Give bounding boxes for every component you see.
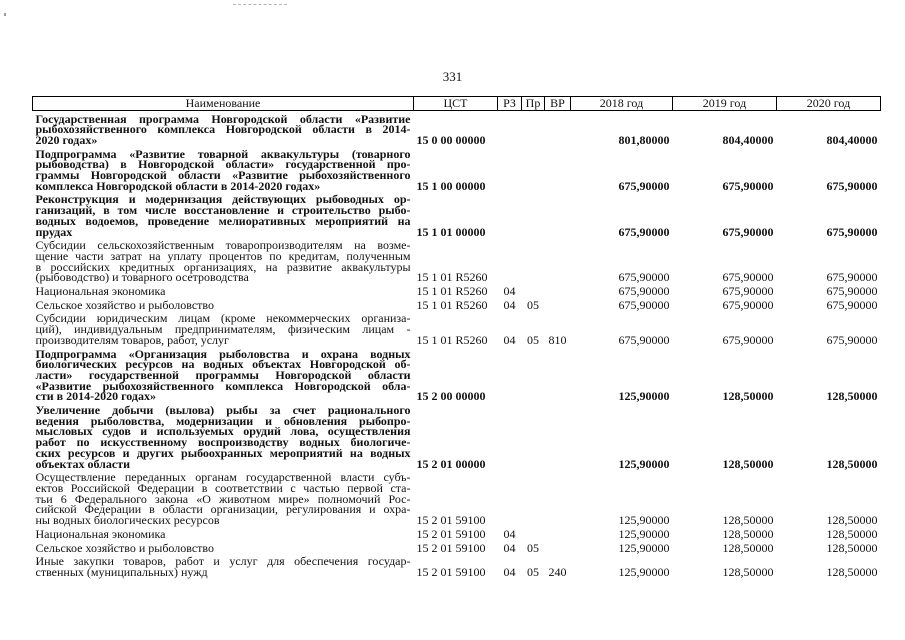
value-2020-cell: 675,90000 bbox=[826, 297, 878, 312]
value-2018-cell: 675,90000 bbox=[618, 297, 670, 312]
name-line: Осуществление переданных органам государственной власти субъ- bbox=[35, 470, 411, 485]
name-cell bbox=[33, 239, 414, 285]
cst-cell: 15 2 00 00000 bbox=[416, 389, 486, 404]
table-row bbox=[33, 555, 881, 579]
table-row bbox=[33, 111, 881, 148]
table-row bbox=[33, 298, 881, 312]
pr-cell bbox=[522, 147, 545, 193]
value-2020-cell: 675,90000 bbox=[826, 224, 878, 239]
table-row bbox=[33, 404, 881, 471]
name-cell bbox=[33, 111, 414, 148]
table-row bbox=[33, 193, 881, 239]
cst-cell: 15 1 01 R5260 bbox=[416, 297, 488, 312]
vr-cell: 240 bbox=[548, 564, 567, 579]
value-2020-cell: 128,50000 bbox=[826, 564, 878, 579]
cst-cell: 15 2 01 59100 bbox=[416, 540, 486, 555]
cst-cell: 15 2 01 59100 bbox=[416, 564, 486, 579]
cst-cell: 15 0 00 00000 bbox=[416, 132, 486, 147]
vr-cell bbox=[545, 193, 571, 239]
table-row bbox=[33, 527, 881, 541]
name-cell bbox=[33, 471, 414, 528]
pr-cell bbox=[522, 111, 545, 148]
table-header bbox=[33, 97, 881, 111]
pr-cell bbox=[522, 193, 545, 239]
name-line: производителям товаров, работ, услуг bbox=[35, 332, 229, 347]
name-line: ственных (муниципальных) нужд bbox=[35, 564, 208, 579]
name-line: Национальная экономика bbox=[35, 284, 166, 299]
name-line: Сельское хозяйство и рыболовство bbox=[35, 297, 215, 312]
pr-cell: 05 bbox=[527, 297, 539, 312]
rz-cell bbox=[498, 404, 522, 471]
rz-cell bbox=[498, 193, 522, 239]
name-line: ны водных биологических ресурсов bbox=[35, 513, 220, 528]
value-2019-cell: 128,50000 bbox=[722, 456, 774, 471]
name-line: 2020 годах» bbox=[35, 132, 98, 147]
name-cell bbox=[33, 147, 414, 193]
name-line: ций), индивидуальным предпринимателям, физическим лицам - bbox=[35, 322, 411, 337]
value-2018-cell: 125,90000 bbox=[618, 389, 670, 404]
value-2018-cell: 675,90000 bbox=[618, 224, 670, 239]
rz-cell: 04 bbox=[503, 526, 516, 541]
value-2020-cell: 128,50000 bbox=[826, 513, 878, 528]
header-2018: 2018 год bbox=[571, 97, 673, 111]
name-line: комплекса Новгородской области в 2014-2020 годах» bbox=[35, 178, 321, 193]
name-cell bbox=[33, 298, 414, 312]
rz-cell: 04 bbox=[503, 540, 516, 555]
value-2019-cell: 675,90000 bbox=[722, 297, 774, 312]
value-2018-cell: 125,90000 bbox=[618, 564, 670, 579]
value-2018-cell: 125,90000 bbox=[618, 456, 670, 471]
pr-cell bbox=[522, 471, 545, 528]
pr-cell bbox=[522, 527, 545, 541]
cst-cell: 15 1 01 00000 bbox=[416, 224, 486, 239]
vr-cell bbox=[545, 347, 571, 404]
value-2020-cell: 804,40000 bbox=[826, 132, 878, 147]
vr-cell bbox=[545, 471, 571, 528]
header-rz: РЗ bbox=[498, 97, 522, 111]
name-line: Реконструкция и модернизация действующих рыбоводных ор- bbox=[35, 192, 411, 207]
value-2018-cell: 125,90000 bbox=[618, 526, 670, 541]
header-2020: 2020 год bbox=[777, 97, 881, 111]
name-cell bbox=[33, 404, 414, 471]
vr-cell bbox=[545, 527, 571, 541]
name-cell bbox=[33, 347, 414, 404]
table-row bbox=[33, 347, 881, 404]
header-name: Наименование bbox=[33, 97, 414, 111]
pr-cell: 05 bbox=[527, 564, 539, 579]
name-line: тьи 6 Федерального закона «О животном мире» полномочий Рос- bbox=[35, 491, 411, 506]
name-line: Государственная программа Новгородской области «Развитие bbox=[35, 111, 411, 126]
cst-cell: 15 1 01 R5260 bbox=[416, 284, 488, 299]
header-2019: 2019 год bbox=[673, 97, 777, 111]
pr-cell: 05 bbox=[527, 332, 539, 347]
name-line: ских ресурсов и других рыбоохранных мероприятий на водных bbox=[35, 445, 411, 460]
name-line: Субсидии сельскохозяйственным товаропроизводителям на возме- bbox=[35, 238, 411, 253]
rz-cell bbox=[498, 147, 522, 193]
value-2020-cell: 128,50000 bbox=[826, 389, 878, 404]
name-line: ведения рыболовства, модернизации и обновления рыбопро- bbox=[35, 413, 411, 428]
value-2020-cell: 675,90000 bbox=[826, 284, 878, 299]
value-2018-cell: 675,90000 bbox=[618, 270, 670, 285]
name-line: щение части затрат на уплату процентов по кредитам, полученным bbox=[35, 248, 411, 263]
value-2018-cell: 675,90000 bbox=[618, 332, 670, 347]
value-2019-cell: 675,90000 bbox=[722, 224, 774, 239]
name-line: граммы Новгородской области «Развитие рыбохозяйственного bbox=[35, 168, 411, 183]
name-line: мысловых судов и используемых орудий лова, осуществления bbox=[35, 424, 411, 439]
vr-cell bbox=[545, 285, 571, 299]
cst-cell: 15 2 01 59100 bbox=[416, 526, 486, 541]
name-line: объектах области bbox=[35, 456, 131, 471]
table-row bbox=[33, 147, 881, 193]
header-row bbox=[33, 97, 881, 111]
name-line: Национальная экономика bbox=[35, 526, 166, 541]
value-2019-cell: 128,50000 bbox=[722, 526, 774, 541]
name-line: в российских кредитных организациях, на развитие аквакультуры bbox=[35, 259, 411, 274]
value-2018-cell: 675,90000 bbox=[618, 178, 670, 193]
value-2018-cell: 801,80000 bbox=[618, 132, 670, 147]
pr-cell bbox=[522, 285, 545, 299]
rz-cell bbox=[498, 111, 522, 148]
page-number: 331 bbox=[442, 69, 463, 84]
name-line: сийской Федерации в области организации, регулирования и охра- bbox=[35, 502, 411, 517]
value-2020-cell: 128,50000 bbox=[826, 526, 878, 541]
cst-cell: 15 2 01 59100 bbox=[416, 513, 486, 528]
value-2019-cell: 675,90000 bbox=[722, 178, 774, 193]
pr-cell bbox=[522, 404, 545, 471]
table-row bbox=[33, 312, 881, 347]
name-line: Субсидии юридическим лицам (кроме некоммерческих организа- bbox=[35, 311, 411, 326]
name-line: «Развитие рыбохозяйственного комплекса Новгородской обла- bbox=[35, 378, 411, 393]
name-cell bbox=[33, 285, 414, 299]
value-2019-cell: 804,40000 bbox=[722, 132, 774, 147]
name-line: Сельское хозяйство и рыболовство bbox=[35, 540, 215, 555]
name-cell bbox=[33, 541, 414, 555]
rz-cell bbox=[498, 347, 522, 404]
pr-cell: 05 bbox=[527, 540, 539, 555]
vr-cell bbox=[545, 298, 571, 312]
name-line: прудах bbox=[35, 224, 73, 239]
name-line: работ по искусственному воспроизводству водных биологиче- bbox=[35, 435, 411, 450]
vr-cell bbox=[545, 541, 571, 555]
name-line: рыбоводства) в Новгородской области» государственной про- bbox=[35, 157, 411, 172]
vr-cell bbox=[545, 404, 571, 471]
budget-table bbox=[32, 96, 881, 579]
name-cell bbox=[33, 312, 414, 347]
rz-cell bbox=[498, 471, 522, 528]
name-cell bbox=[33, 193, 414, 239]
name-line: рыбохозяйственного комплекса Новгородской области в 2014- bbox=[35, 122, 411, 137]
value-2018-cell: 125,90000 bbox=[618, 540, 670, 555]
cst-cell: 15 1 01 R5260 bbox=[416, 270, 488, 285]
value-2018-cell: 125,90000 bbox=[618, 513, 670, 528]
rz-cell bbox=[498, 239, 522, 285]
name-line: ласти» государственной программы Новгородской области bbox=[35, 367, 411, 382]
name-line: водных водоемов, проведение мелиоративных мероприятий на bbox=[35, 213, 411, 228]
cst-cell: 15 1 01 R5260 bbox=[416, 332, 488, 347]
value-2019-cell: 675,90000 bbox=[722, 284, 774, 299]
name-line: Подпрограмма «Организация рыболовства и охрана водных bbox=[35, 346, 411, 361]
table-body bbox=[33, 111, 881, 580]
pr-cell bbox=[522, 347, 545, 404]
value-2020-cell: 675,90000 bbox=[826, 178, 878, 193]
vr-cell bbox=[545, 147, 571, 193]
value-2020-cell: 675,90000 bbox=[826, 270, 878, 285]
name-line: Иные закупки товаров, работ и услуг для обеспечения государ- bbox=[35, 554, 411, 569]
value-2019-cell: 128,50000 bbox=[722, 564, 774, 579]
scan-dot bbox=[4, 13, 6, 16]
value-2019-cell: 675,90000 bbox=[722, 332, 774, 347]
value-2020-cell: 675,90000 bbox=[826, 332, 878, 347]
name-line: сти в 2014-2020 годах» bbox=[35, 389, 156, 404]
vr-cell: 810 bbox=[548, 332, 567, 347]
value-2020-cell: 128,50000 bbox=[826, 540, 878, 555]
value-2019-cell: 128,50000 bbox=[722, 540, 774, 555]
value-2019-cell: 128,50000 bbox=[722, 513, 774, 528]
pr-cell bbox=[522, 239, 545, 285]
rz-cell: 04 bbox=[503, 297, 516, 312]
table-row bbox=[33, 471, 881, 528]
cst-cell: 15 2 01 00000 bbox=[416, 456, 486, 471]
name-line: ектов Российской Федерации в соответствии с частью первой ста- bbox=[35, 481, 411, 495]
value-2020-cell: 128,50000 bbox=[826, 456, 878, 471]
name-line: Подпрограмма «Развитие товарной аквакультуры (товарного bbox=[35, 146, 411, 161]
table-row bbox=[33, 541, 881, 555]
header-vr: ВР bbox=[545, 97, 571, 111]
name-line: биологических ресурсов на водных объектах Новгородской об- bbox=[35, 357, 411, 372]
rz-cell: 04 bbox=[503, 564, 516, 579]
cst-cell: 15 1 00 00000 bbox=[416, 178, 486, 193]
name-cell bbox=[33, 555, 414, 579]
table-row bbox=[33, 239, 881, 285]
value-2018-cell: 675,90000 bbox=[618, 284, 670, 299]
header-cst: ЦСТ bbox=[414, 97, 498, 111]
table-row bbox=[33, 285, 881, 299]
name-line: ганизаций, в том числе восстановление и строительство рыбо- bbox=[35, 203, 411, 218]
vr-cell bbox=[545, 239, 571, 285]
rz-cell: 04 bbox=[503, 284, 516, 299]
value-2019-cell: 675,90000 bbox=[722, 270, 774, 285]
rz-cell: 04 bbox=[503, 332, 516, 347]
name-line: (рыбоводство) и товарного осетроводства bbox=[35, 270, 249, 285]
header-pr: Пр bbox=[522, 97, 545, 111]
name-line: Увеличение добычи (вылова) рыбы за счет рационального bbox=[35, 403, 411, 418]
value-2019-cell: 128,50000 bbox=[722, 389, 774, 404]
vr-cell bbox=[545, 111, 571, 148]
scan-mark bbox=[233, 4, 287, 5]
name-cell bbox=[33, 527, 414, 541]
